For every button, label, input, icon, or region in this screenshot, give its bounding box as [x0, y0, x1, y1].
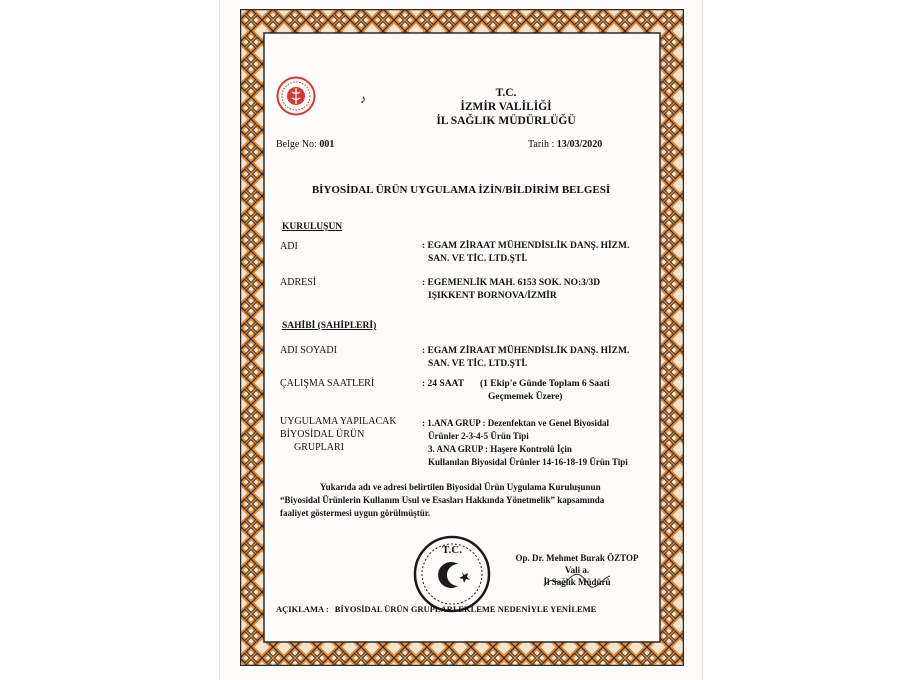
- calisma-saatleri-value: : 24 SAAT: [422, 379, 465, 389]
- uygulama-value-4: Kullanılan Biyosidal Ürünler 14-16-18-19 Ürün Tipi: [428, 457, 628, 467]
- sahibi-adsoyad-value-2: SAN. VE TİC. LTD.ŞTİ.: [428, 359, 528, 369]
- kurulus-adi-value-1: : EGAM ZİRAAT MÜHENDİSLİK DANŞ. HİZM.: [422, 241, 630, 251]
- belge-no-value: 001: [319, 139, 335, 150]
- uygulama-value-2: Ürünler 2-3-4-5 Ürün Tipi: [428, 431, 529, 441]
- signature-title-2: İl Sağlık Müdürü: [543, 577, 611, 587]
- stamp-text: T.C.: [442, 544, 462, 556]
- paragraph-line-1: Yukarıda adı ve adresi belirtilen Biyosidal Ürün Uygulama Kuruluşunun: [320, 482, 601, 492]
- aciklama: [276, 604, 596, 614]
- tarih-label: Tarih :: [528, 139, 555, 150]
- belge-no: [276, 138, 334, 151]
- header-tc: T.C.: [495, 87, 517, 99]
- calisma-saatleri-label: ÇALIŞMA SAATLERİ: [280, 378, 375, 389]
- health-ministry-logo-icon: [276, 76, 316, 116]
- aciklama-label: AÇIKLAMA :: [276, 604, 329, 614]
- calisma-note-1: (1 Ekip'e Günde Toplam 6 Saati: [480, 379, 610, 389]
- official-stamp: [412, 534, 492, 614]
- tarih: [528, 138, 602, 151]
- signature-title-1: Vali a.: [564, 565, 590, 575]
- signature-name: Op. Dr. Mehmet Burak ÖZTOP: [515, 553, 639, 563]
- certificate-content: [266, 34, 656, 644]
- calisma-note-2: Geçmemek Üzere): [488, 392, 563, 402]
- uygulama-value-1: : 1.ANA GRUP : Dezenfektan ve Genel Biyosidal: [422, 418, 609, 428]
- sahibi-section-heading: SAHİBİ (SAHİPLERİ): [282, 321, 377, 331]
- header-mudurluk: İL SAĞLIK MÜDÜRLÜĞÜ: [436, 115, 576, 127]
- header-valilik: İZMİR VALİLİĞİ: [460, 101, 552, 113]
- handwritten-signature-icon: [542, 570, 612, 592]
- certificate-sheet: [220, 0, 702, 680]
- document-title: BİYOSİDAL ÜRÜN UYGULAMA İZİN/BİLDİRİM BELGESİ: [311, 184, 611, 196]
- sahibi-adsoyad-label: ADI SOYADI: [280, 345, 337, 356]
- kurulus-adi-value-2: SAN. VE TİC. LTD.ŞTİ.: [428, 254, 528, 264]
- kurulus-adres-value-2: IŞIKKENT BORNOVA/İZMİR: [428, 291, 557, 301]
- tarih-value: 13/03/2020: [556, 139, 603, 150]
- uygulama-value-3: 3. ANA GRUP : Haşere Kontrolü İçin: [428, 444, 572, 454]
- uygulama-label-3: GRUPLARI: [294, 442, 345, 453]
- kurulus-adres-value-1: : EGEMENLİK MAH. 6153 SOK. NO:3/3D: [422, 278, 601, 288]
- belge-no-label: Belge No:: [276, 139, 317, 150]
- kurulus-section-heading: KURULUŞUN: [282, 222, 343, 232]
- paragraph-line-3: faaliyet göstermesi uygun görülmüştür.: [280, 508, 431, 518]
- handwritten-mark-icon: ♪: [360, 92, 366, 106]
- sahibi-adsoyad-value-1: : EGAM ZİRAAT MÜHENDİSLİK DANŞ. HİZM.: [422, 346, 630, 356]
- kurulus-adres-label: ADRESİ: [280, 277, 317, 288]
- paragraph-line-2: “Biyosidal Ürünlerin Kullanım Usul ve Esasları Hakkında Yönetmelik” kapsamında: [280, 495, 605, 505]
- kurulus-adi-label: ADI: [280, 241, 298, 252]
- uygulama-label-2: BİYOSİDAL ÜRÜN: [280, 429, 365, 440]
- uygulama-label-1: UYGULAMA YAPILACAK: [280, 416, 397, 427]
- aciklama-value: BİYOSİDAL ÜRÜN GRUPLARI EKLEME NEDENİYLE YENİLEME: [334, 604, 597, 614]
